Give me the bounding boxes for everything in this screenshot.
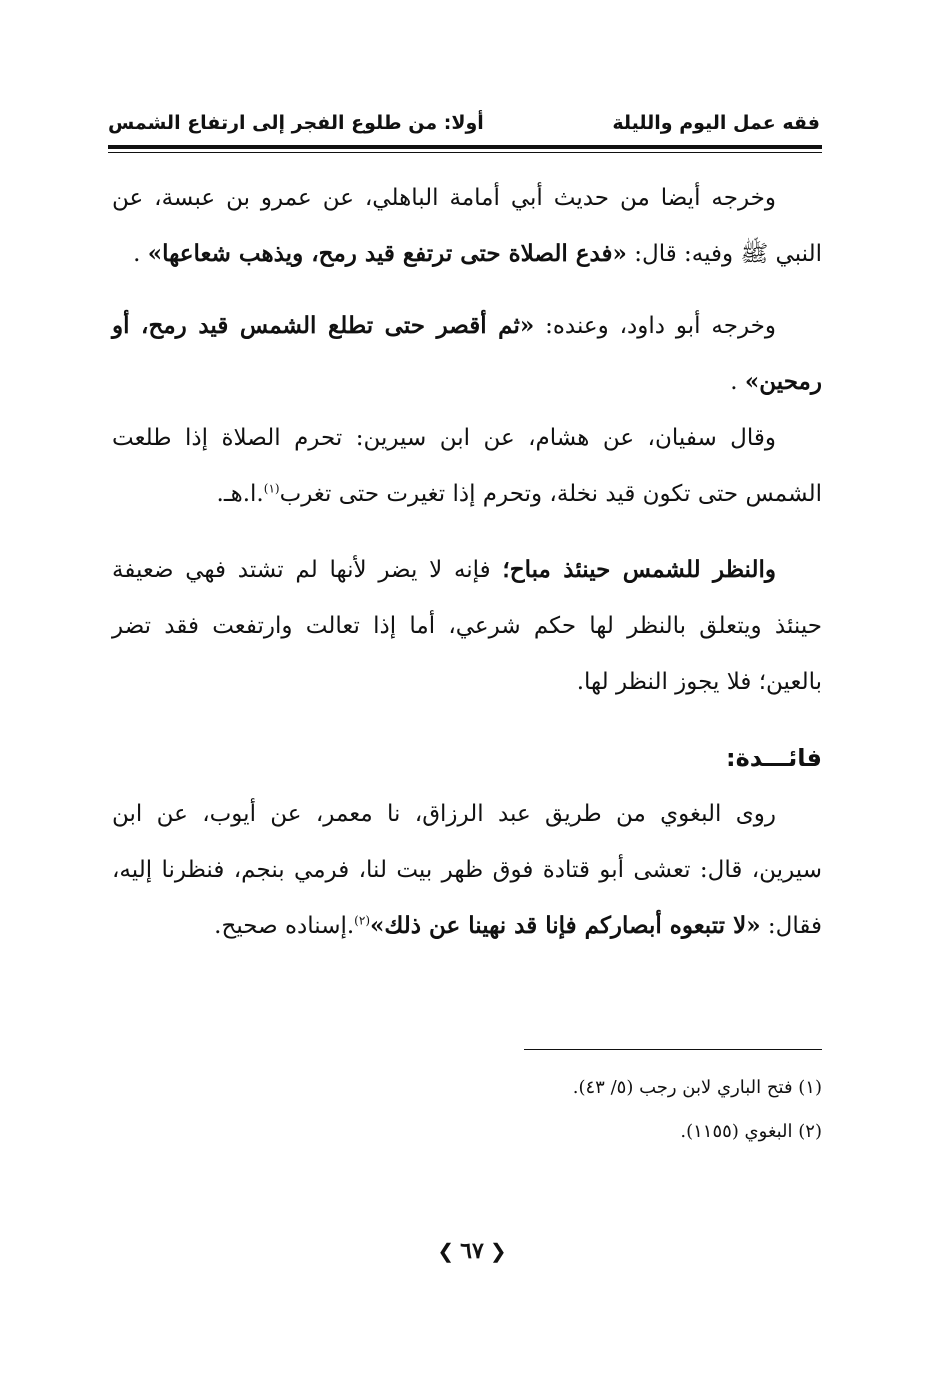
paragraph-3-end: .ا.هـ. (216, 481, 264, 507)
paragraph-5-end: .إسناده صحيح. (214, 913, 355, 939)
benefit-heading: فائـــدة: (726, 744, 822, 772)
paragraph-2 (112, 298, 822, 410)
paragraph-2-end: . (730, 369, 738, 395)
hadith-quote-2: «ثم أقصر حتى تطلع الشمس قيد رمح، أو رمحين» (112, 312, 822, 395)
paragraph-4 (112, 542, 822, 710)
ornament-right-icon: ❯ (489, 1239, 507, 1263)
paragraph-1-end: . (133, 241, 141, 267)
section-title: أولا: من طلوع الفجر إلى ارتفاع الشمس (108, 112, 484, 134)
paragraph-3 (112, 410, 822, 522)
paragraph-4-lead: والنظر للشمس حينئذ مباح؛ (502, 556, 777, 583)
paragraph-3-text: وقال سفيان، عن هشام، عن ابن سيرين: تحرم الصلاة إذا طلعت الشمس حتى تكون قيد نخلة، وتحرم إذا تغيرت حتى تغرب (112, 425, 822, 507)
footnote-ref-1: (١) (263, 481, 280, 496)
paragraph-1-text: وخرجه أيضا من حديث أبي أمامة الباهلي، عن عمرو بن عبسة، عن النبي ﷺ وفيه: قال: (112, 185, 822, 267)
footnote-1: (١) فتح الباري لابن رجب (٥/ ٤٣). (572, 1077, 822, 1098)
page-footer (0, 1238, 944, 1264)
body-text (112, 170, 822, 954)
page-number: ٦٧ (460, 1238, 484, 1264)
paragraph-5-text: روى البغوي من طريق عبد الرزاق، نا معمر، عن أيوب، عن ابن سيرين، قال: تعشى أبو قتادة فوق ظهر بيت لنا، فرمي بنجم، فنظرنا إليه، فقال: (112, 801, 822, 939)
footnote-separator (524, 1049, 822, 1050)
footnotes (112, 1066, 822, 1154)
hadith-quote-3: «لا تتبعوه أبصاركم فإنا قد نهينا عن ذلك» (370, 912, 761, 939)
paragraph-1 (112, 170, 822, 282)
hadith-quote-1: «فدع الصلاة حتى ترتفع قيد رمح، ويذهب شعاعها» (147, 240, 627, 267)
paragraph-5 (112, 786, 822, 954)
running-header (108, 112, 820, 142)
book-title: فقه عمل اليوم والليلة (612, 112, 820, 134)
footnote-2: (٢) البغوي (١١٥٥). (680, 1121, 822, 1142)
paragraph-2-text: وخرجه أبو داود، وعنده: (545, 313, 776, 339)
ornament-left-icon: ❮ (437, 1239, 455, 1263)
paragraph-4-text: فإنه لا يضر لأنها لم تشتد فهي ضعيفة حينئذ ويتعلق بالنظر لها حكم شرعي، أما إذا تعالت وارتفعت فقد تضر بالعين؛ فلا يجوز النظر لها. (112, 557, 822, 695)
footnote-ref-2: (٢) (354, 913, 370, 928)
header-rule (108, 145, 822, 149)
header-rule-thin (108, 152, 822, 153)
